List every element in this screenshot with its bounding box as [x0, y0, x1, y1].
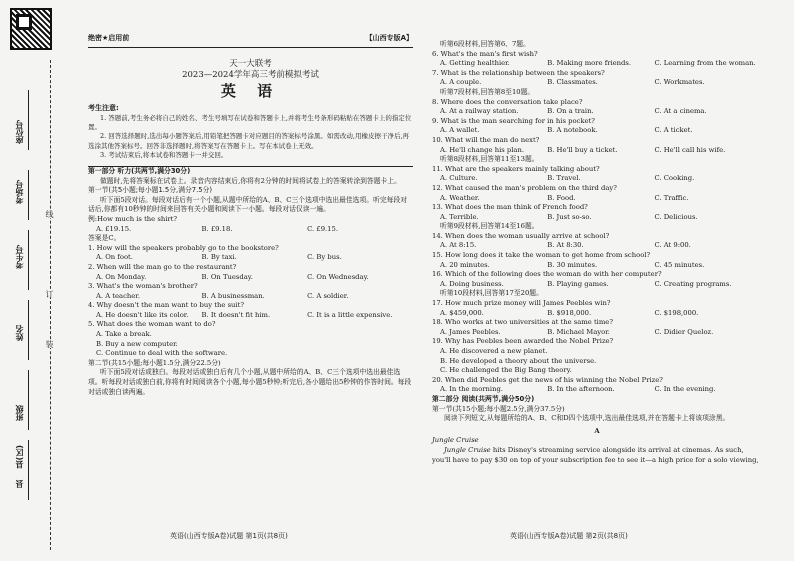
part1-intro: 做题时,先将答案标在试卷上。录音内容结束后,你将有2分钟的时间将试卷上的答案转涂到答题卡上。 — [100, 176, 401, 185]
margin-label-room: 考场号 — [15, 180, 24, 204]
margin-label-county: 县 — [15, 480, 24, 488]
section2-intro: 听下面5段对话或独白。每段对话或独白后有几个小题,从题中所给的A、B、C三个选项中选出最佳选项。听每段对话或独白前,你将有时间阅读各个小题,每小题5秒钟;听完后,各小题给出5秒钟的作答时间。每段对话或独白读两遍。 — [88, 368, 412, 396]
passage-title: Jungle Cruise — [432, 436, 479, 445]
question-19-option-b: B. He developed a theory about the universe. — [440, 356, 597, 365]
question-19-option-a: A. He discovered a new planet. — [440, 347, 548, 355]
question-19: 19. Why has Peebles been awarded the Nobel Prize? — [432, 337, 614, 346]
section2-heading: 第二节(共15小题;每小题1.5分,满分22.5分) — [88, 358, 221, 367]
question-4: 4. Why doesn't the man want to buy the suit? — [88, 301, 244, 310]
question-7-options: A. A couple. B. Classmates. C. Workmates. — [440, 78, 705, 87]
question-9-options: A. A wallet. B. A notebook. C. A ticket. — [440, 126, 693, 135]
question-10-options: A. He'll change his plan. B. He'll buy a ticket. C. He'll call his wife. — [440, 145, 726, 154]
margin-label-class: 班级 — [15, 405, 24, 421]
part2-section-heading: 第一节(共15小题;每小题2.5分,满分37.5分) — [432, 404, 565, 413]
notice-item: 2. 回答选择题时,选出每小题答案后,用铅笔把答题卡对应题目的答案标号涂黑。如需改动,用橡皮擦干净后,再选涂其他答案标号。回答非选择题时,将答案写在答题卡上。写在本试卷上无效。 — [88, 132, 410, 150]
cut-word-bind: 订 — [45, 290, 54, 298]
example-options: A. £19.15. B. £9.18. C. £9.15. — [96, 224, 338, 233]
exam-org: 天一大联考 — [229, 58, 272, 69]
example-question: 例:How much is the shirt? — [88, 214, 178, 223]
question-7: 7. What is the relationship between the speakers? — [432, 68, 605, 77]
question-11-options: A. Culture. B. Travel. C. Cooking. — [440, 174, 695, 183]
question-5-option-c: C. Continue to deal with the software. — [96, 349, 228, 358]
section1-intro: 听下面5段对话。每段对话后有一个小题,从题中所给的A、B、C三个选项中选出最佳选项。听完每段对话后,你都有10秒钟的时间来回答有关小题和阅读下一小题。每段对话仅读一遍。 — [88, 195, 408, 214]
question-2: 2. When will the man go to the restaurant? — [88, 262, 237, 271]
part2-heading: 第二部分 阅读(共两节,满分50分) — [432, 394, 535, 403]
passage-text: Jungle Cruise hits Disney's streaming service alongside its arrival at cinemas. As such, you'll have to pay $30 on top of your subscription fee to see it—a high price for a solo viewing, — [432, 445, 759, 464]
question-16: 16. Which of the following does the woman do with her computer? — [432, 270, 662, 279]
section1-heading: 第一节(共5小题;每小题1.5分,满分7.5分) — [88, 186, 213, 195]
page-footer-left: 英语(山西专版A卷)试题 第1页(共8页) — [170, 532, 288, 540]
part2-intro: 阅读下列短文,从每题所给的A、B、C和D四个选项中,选出最佳选项,并在答题卡上将该项涂黑。 — [444, 414, 730, 423]
margin-label-seat: 座位号 — [15, 120, 24, 144]
cut-line — [50, 60, 51, 550]
edition-mark: 【山西专版A】 — [365, 34, 413, 42]
question-1-options: A. On foot. B. By taxi. C. By bus. — [96, 253, 342, 262]
question-6-options: A. Getting healthier. B. Making more friends. C. Learning from the woman. — [440, 59, 756, 68]
cut-word-install: 装 — [45, 340, 54, 348]
listening-lead: 听第6段材料,回答第6、7题。 — [440, 40, 530, 48]
listening-lead: 听第10段材料,回答第17至20题。 — [440, 289, 543, 298]
example-answer: 答案是C。 — [88, 234, 121, 243]
question-2-options: A. On Monday. B. On Tuesday. C. On Wednesday. — [96, 272, 369, 281]
question-20-options: A. In the morning. B. In the afternoon. C. In the evening. — [440, 385, 716, 394]
left-column — [88, 34, 413, 397]
question-18-options: A. James Peebles. B. Michael Mayor. C. Didier Queloz. — [440, 327, 714, 336]
question-14-options: A. At 8:15. B. At 8:30. C. At 9:00. — [440, 241, 691, 250]
question-9: 9. What is the man searching for in his pocket? — [432, 116, 595, 125]
part1-heading: 第一部分 听力(共两节,满分30分) — [88, 166, 191, 175]
question-8: 8. Where does the conversation take place? — [432, 97, 583, 106]
margin-label-examinee: 考生号 — [15, 245, 24, 269]
question-18: 18. Who works at two universities at the same time? — [432, 318, 613, 327]
question-13: 13. What does the man think of French food? — [432, 203, 588, 212]
question-12-options: A. Weather. B. Food. C. Traffic. — [440, 193, 689, 202]
question-3-options: A. A teacher. B. A businessman. C. A soldier. — [96, 291, 349, 300]
question-15: 15. How long does it take the woman to get home from school? — [432, 251, 651, 260]
margin-label-name: 姓名 — [15, 325, 24, 341]
cut-word-line: 线 — [45, 210, 54, 218]
question-11: 11. What are the speakers mainly talking about? — [432, 164, 600, 173]
question-1: 1. How will the speakers probably go to the bookstore? — [88, 243, 279, 252]
listening-lead: 听第7段材料,回答第8至10题。 — [440, 87, 535, 96]
question-14: 14. When does the woman usually arrive at school? — [432, 231, 610, 240]
question-12: 12. What caused the man's problem on the third day? — [432, 183, 617, 192]
question-17: 17. How much prize money will James Peebles win? — [432, 299, 611, 308]
question-16-options: A. Doing business. B. Playing games. C. Creating programs. — [440, 279, 732, 288]
page-footer-right: 英语(山西专版A卷)试题 第2页(共8页) — [510, 532, 628, 540]
question-8-options: A. At a railway station. B. On a train. C. At a cinema. — [440, 107, 707, 116]
qr-code — [10, 8, 52, 50]
notice-heading: 考生注意: — [88, 104, 119, 113]
right-column — [432, 40, 762, 465]
question-10: 10. What will the man do next? — [432, 135, 540, 144]
notice-list — [88, 114, 413, 160]
passage-letter: A — [594, 426, 600, 435]
listening-lead: 听第8段材料,回答第11至13题。 — [440, 155, 539, 164]
question-5: 5. What does the woman want to do? — [88, 320, 216, 329]
question-17-options: A. $459,000. B. $918,000. C. $198,000. — [440, 308, 699, 317]
question-13-options: A. Terrible. B. Just so-so. C. Delicious. — [440, 212, 698, 221]
question-4-options: A. He doesn't like its color. B. It doesn't fit him. C. It is a little expensive. — [96, 310, 393, 319]
notice-item: 3. 考试结束后,将本试卷和答题卡一并交回。 — [100, 150, 228, 159]
question-6: 6. What's the man's first wish? — [432, 49, 538, 58]
notice-item: 1. 答题前,考生务必将自己的姓名、考生号填写在试卷和答题卡上,并将考生号条形码粘贴在答题卡上的指定位置。 — [88, 113, 412, 132]
binding-margin — [0, 60, 64, 550]
question-5-option-b: B. Buy a new computer. — [96, 339, 178, 348]
question-3: 3. What's the woman's brother? — [88, 282, 198, 291]
subject-title: 英 语 — [220, 81, 281, 100]
question-19-option-c: C. He challenged the Big Bang theory. — [440, 366, 572, 375]
question-20: 20. When did Peebles get the news of his winning the Nobel Prize? — [432, 375, 663, 384]
secret-mark: 绝密★启用前 — [88, 34, 130, 42]
question-5-option-a: A. Take a break. — [96, 330, 152, 339]
question-15-options: A. 20 minutes. B. 30 minutes. C. 45 minutes. — [440, 260, 705, 269]
margin-label-district: 县(区) — [15, 445, 24, 469]
listening-lead: 听第9段材料,回答第14至16题。 — [440, 222, 539, 231]
exam-name: 2023—2024学年高三考前模拟考试 — [182, 70, 319, 81]
